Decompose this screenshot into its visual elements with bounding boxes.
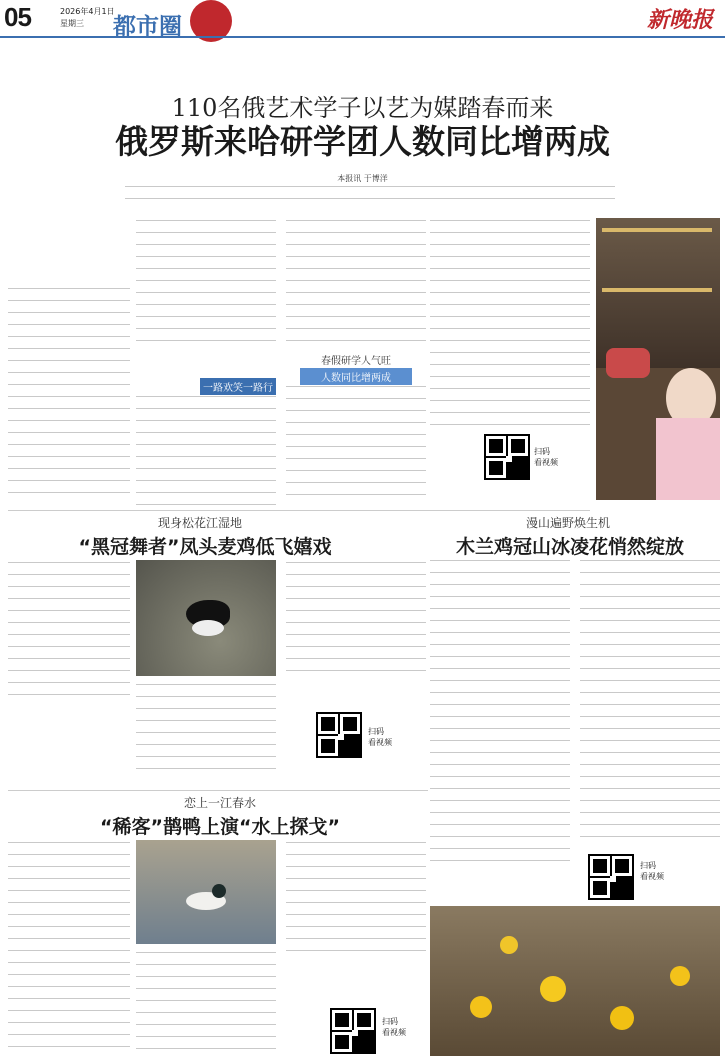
qr-caption — [368, 726, 392, 748]
col4-body — [430, 220, 590, 426]
qr-label2: 看视频 — [640, 872, 664, 881]
masthead-rule — [0, 36, 725, 38]
issue-date — [60, 6, 115, 30]
qr-label1: 扫码 — [534, 447, 550, 456]
story3-kicker: 漫山遍野焕生机 — [525, 516, 610, 530]
col2-body-top — [136, 220, 276, 352]
headline: 俄罗斯来哈研学团人数同比增两成 — [115, 122, 610, 161]
date-text: 2026年4月1日 — [60, 7, 115, 16]
story3-col1 — [430, 560, 570, 870]
story1-col3 — [286, 562, 426, 672]
weekday-text: 星期三 — [60, 19, 84, 28]
qr-label1: 扫码 — [368, 727, 384, 736]
col2-band: 一路欢笑一路行 — [200, 378, 276, 395]
story3-col2 — [580, 560, 720, 840]
qr-label2: 看视频 — [368, 738, 392, 747]
divider-2 — [8, 790, 428, 791]
qr-label1: 扫码 — [640, 861, 656, 870]
page-number: 05 — [4, 2, 31, 32]
photo-adonis-flowers — [430, 906, 720, 1056]
story1-kicker: 现身松花江湿地 — [157, 516, 242, 530]
story3-title: 木兰鸡冠山冰凌花悄然绽放 — [455, 536, 684, 558]
story1-title: “黑冠舞者”凤头麦鸡低飞嬉戏 — [78, 536, 332, 558]
photo-lapwing — [136, 560, 276, 676]
headline-byline: 本报讯 于博洋 — [337, 174, 388, 183]
lead-paragraph — [125, 186, 615, 210]
qr-label1: 扫码 — [382, 1017, 398, 1026]
story2-col2 — [136, 952, 276, 1052]
qr-code-icon[interactable] — [330, 1008, 376, 1054]
qr-caption — [640, 860, 664, 882]
qr-caption — [382, 1016, 406, 1038]
headline-kicker: 110名俄艺术学子以艺为媒踏春而来 — [171, 94, 554, 122]
photo-child-matryoshka — [596, 218, 720, 500]
brand-logo: 新晚报 — [646, 7, 713, 33]
story2-col3 — [286, 842, 426, 962]
qr-code-icon[interactable] — [484, 434, 530, 480]
col2-body-bottom — [136, 396, 276, 506]
qr-code-icon[interactable] — [316, 712, 362, 758]
story1-col1 — [8, 562, 130, 702]
story2-kicker: 恋上一江春水 — [183, 796, 256, 810]
qr-code-icon[interactable] — [588, 854, 634, 900]
col3-body-top — [286, 220, 426, 346]
section-title: 都市圈 — [113, 14, 182, 40]
story2-title: “稀客”鹊鸭上演“水上探戈” — [100, 816, 340, 838]
qr-label2: 看视频 — [382, 1028, 406, 1037]
qr-label2: 看视频 — [534, 458, 558, 467]
col1-body — [8, 288, 130, 500]
qr-caption — [534, 446, 558, 468]
photo-goldeneye — [136, 840, 276, 944]
col3-subhead: 春假研学人气旺 — [321, 356, 391, 367]
story2-col1 — [8, 842, 130, 1054]
story1-col2 — [136, 684, 276, 780]
col3-band: 人数同比增两成 — [300, 368, 412, 385]
col3-body-bottom — [286, 386, 426, 504]
divider-1 — [8, 510, 590, 511]
